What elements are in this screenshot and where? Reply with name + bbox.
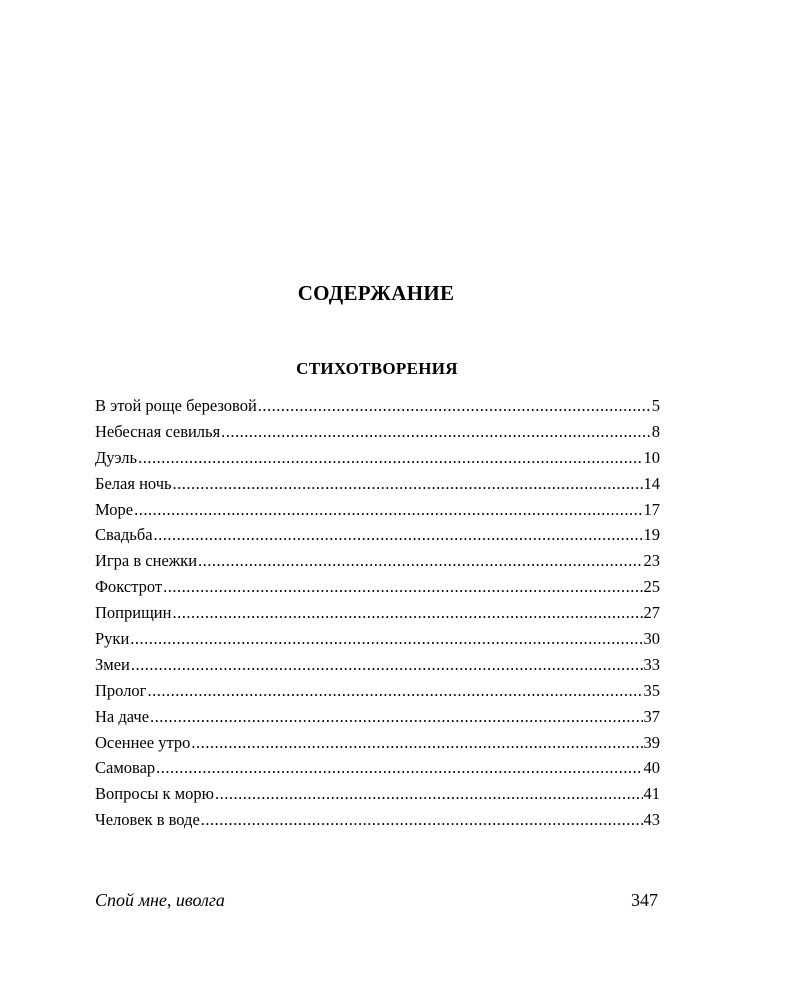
toc-entry-title: Осеннее утро	[95, 732, 191, 752]
toc-entry	[95, 629, 660, 655]
toc-entry-page: 19	[643, 525, 660, 545]
toc-entry	[95, 681, 660, 707]
toc-entry	[95, 733, 660, 759]
toc-entry-page: 39	[643, 732, 660, 752]
toc-entry-title: Пролог	[95, 680, 147, 700]
toc-entry	[95, 474, 660, 500]
section-heading: СТИХОТВОРЕНИЯ	[296, 359, 458, 378]
toc-leader-dots	[150, 707, 642, 727]
toc-entry	[95, 396, 660, 422]
toc-entry-title: Человек в воде	[95, 810, 200, 830]
toc-entry-page: 10	[643, 447, 660, 467]
toc-entry	[95, 422, 660, 448]
toc-leader-dots	[134, 500, 642, 520]
toc-entry	[95, 810, 660, 836]
toc-entry	[95, 448, 660, 474]
toc-entry-title: Фокстрот	[95, 577, 163, 597]
toc-entry-page: 17	[643, 499, 660, 519]
toc-leader-dots	[147, 681, 642, 701]
toc-entry-page: 40	[643, 758, 660, 778]
toc-leader-dots	[191, 733, 642, 753]
toc-entry-title: Небесная севилья	[95, 421, 221, 441]
toc-leader-dots	[221, 422, 651, 442]
running-footer-book-title: Спой мне, иволга	[95, 890, 225, 910]
toc-entry-page: 41	[643, 784, 660, 804]
page-number: 347	[631, 890, 658, 910]
toc-entry-page: 14	[643, 473, 660, 493]
toc-entry-title: Свадьба	[95, 525, 153, 545]
toc-entry-page: 8	[651, 421, 660, 441]
toc-entry	[95, 758, 660, 784]
toc-entry-title: На даче	[95, 706, 150, 726]
toc-leader-dots	[131, 655, 643, 675]
toc-leader-dots	[130, 629, 642, 649]
toc-entry	[95, 500, 660, 526]
toc-entry	[95, 603, 660, 629]
toc-leader-dots	[198, 551, 642, 571]
toc-entry	[95, 784, 660, 810]
toc-leader-dots	[138, 448, 642, 468]
toc-entry-page: 30	[643, 629, 660, 649]
toc-entry-title: Руки	[95, 629, 130, 649]
toc-entry-title: Змеи	[95, 654, 130, 674]
toc-leader-dots	[201, 810, 643, 830]
toc-entry-page: 23	[643, 551, 660, 571]
toc-leader-dots	[163, 577, 642, 597]
toc-entry-title: В этой роще березовой	[95, 396, 257, 415]
toc-entry	[95, 525, 660, 551]
table-of-contents	[95, 396, 660, 836]
toc-entry	[95, 707, 660, 733]
toc-entry-title: Вопросы к морю	[95, 784, 214, 804]
toc-entry-page: 33	[643, 654, 660, 674]
toc-leader-dots	[173, 474, 643, 494]
toc-entry-title: Белая ночь	[95, 473, 172, 493]
toc-entry-page: 35	[643, 680, 660, 700]
toc-entry-title: Самовар	[95, 758, 156, 778]
toc-entry	[95, 551, 660, 577]
toc-entry-title: Море	[95, 499, 134, 519]
toc-entry-page: 43	[643, 810, 660, 830]
toc-entry-title: Игра в снежки	[95, 551, 198, 571]
toc-entry	[95, 655, 660, 681]
toc-entry-page: 27	[643, 603, 660, 623]
toc-entry-page: 5	[651, 396, 660, 415]
toc-leader-dots	[154, 525, 643, 545]
toc-leader-dots	[215, 784, 643, 804]
toc-entry	[95, 577, 660, 603]
toc-leader-dots	[156, 758, 642, 778]
toc-leader-dots	[172, 603, 642, 623]
page-title: СОДЕРЖАНИЕ	[297, 281, 455, 305]
toc-entry-title: Дуэль	[95, 447, 138, 467]
toc-entry-title: Поприщин	[95, 603, 172, 623]
toc-leader-dots	[258, 396, 651, 416]
toc-entry-page: 37	[643, 706, 660, 726]
toc-entry-page: 25	[643, 577, 660, 597]
